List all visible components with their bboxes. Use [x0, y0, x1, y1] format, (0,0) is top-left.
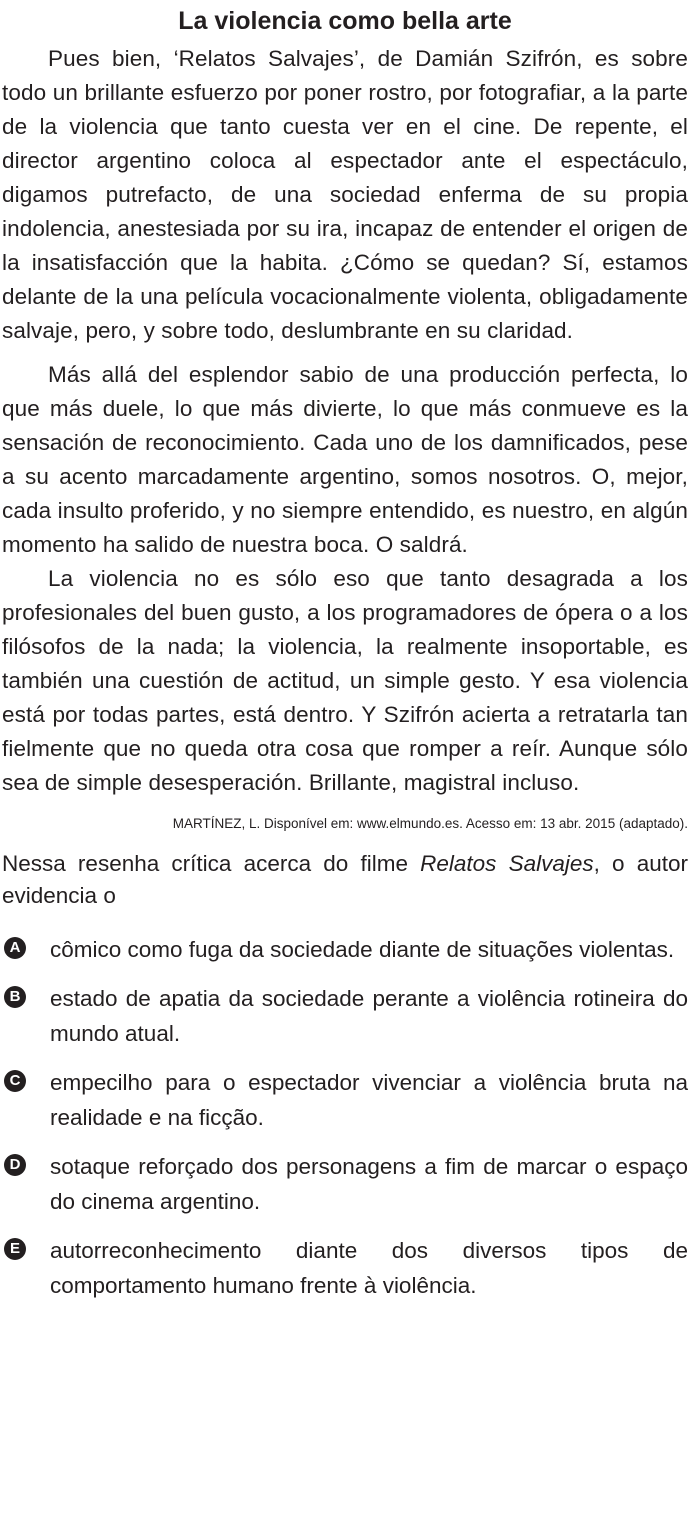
option-c-text: empecilho para o espectador vivenciar a violência bruta na realidade e na ficção. — [50, 1070, 688, 1130]
question-text-after: , o autor evidencia o — [2, 851, 688, 908]
option-d[interactable] — [2, 1149, 688, 1219]
option-b[interactable] — [2, 981, 688, 1051]
option-a[interactable] — [2, 932, 688, 967]
option-c-letter-badge: C — [4, 1070, 26, 1092]
article-title: La violencia como bella arte — [178, 7, 512, 35]
article-paragraph-2: Más allá del esplendor sabio de una producción perfecta, lo que más duele, lo que más divierte, lo que más conmueve es la sensación de reconocimiento. Cada uno de los damnificados, pese a su acento marcadamente argentino, somos nosotros. O, mejor, cada insulto proferido, y no siempre entendido, es nuestro, en algún momento ha salido de nuestra boca. O saldrá. — [2, 362, 688, 557]
option-e-text: autorreconhecimento diante dos diversos tipos de comportamento humano frente à violência. — [50, 1238, 688, 1298]
option-c[interactable] — [2, 1065, 688, 1135]
article-paragraph-3: La violencia no es sólo eso que tanto desagrada a los profesionales del buen gusto, a los programadores de ópera o a los filósofos de la nada; la violencia, la realmente insoportable, es también una cuestión de actitud, un simple gesto. Y esa violencia está por todas partes, está dentro. Y Szifrón acierta a retratarla tan fielmente que no queda otra cosa que romper a reír. Aunque sólo sea de simple desesperación. Brillante, magistral incluso. — [2, 566, 688, 795]
option-e[interactable] — [2, 1233, 688, 1303]
article-paragraph-1: Pues bien, ‘Relatos Salvajes’, de Damián Szifrón, es sobre todo un brillante esfuerzo por poner rostro, por fotografiar, a la parte de la violencia que tanto cuesta ver en el cine. De repente, el director argentino coloca al espectador ante el espectáculo, digamos putrefacto, de una sociedad enferma de su propia indolencia, anestesiada por su ira, incapaz de entender el origen de la insatisfacción que la habita. ¿Cómo se quedan? Sí, estamos delante de la una película vocacionalmente violenta, obligadamente salvaje, pero, y sobre todo, deslumbrante en su claridad. — [2, 46, 688, 343]
option-a-letter-badge: A — [4, 937, 26, 959]
answer-options — [2, 932, 688, 1303]
question-stem — [2, 848, 688, 912]
option-e-letter-badge: E — [4, 1238, 26, 1260]
option-d-letter-badge: D — [4, 1154, 26, 1176]
film-title: Relatos Salvajes — [420, 851, 594, 876]
option-b-text: estado de apatia da sociedade perante a violência rotineira do mundo atual. — [50, 986, 688, 1046]
option-a-text: cômico como fuga da sociedade diante de situações violentas. — [50, 937, 675, 962]
option-d-text: sotaque reforçado dos personagens a fim de marcar o espaço do cinema argentino. — [50, 1154, 688, 1214]
source-citation: MARTÍNEZ, L. Disponível em: www.elmundo.es. Acesso em: 13 abr. 2015 (adaptado). — [172, 816, 688, 831]
question-text-before: Nessa resenha crítica acerca do filme — [2, 851, 421, 876]
option-b-letter-badge: B — [4, 986, 26, 1008]
